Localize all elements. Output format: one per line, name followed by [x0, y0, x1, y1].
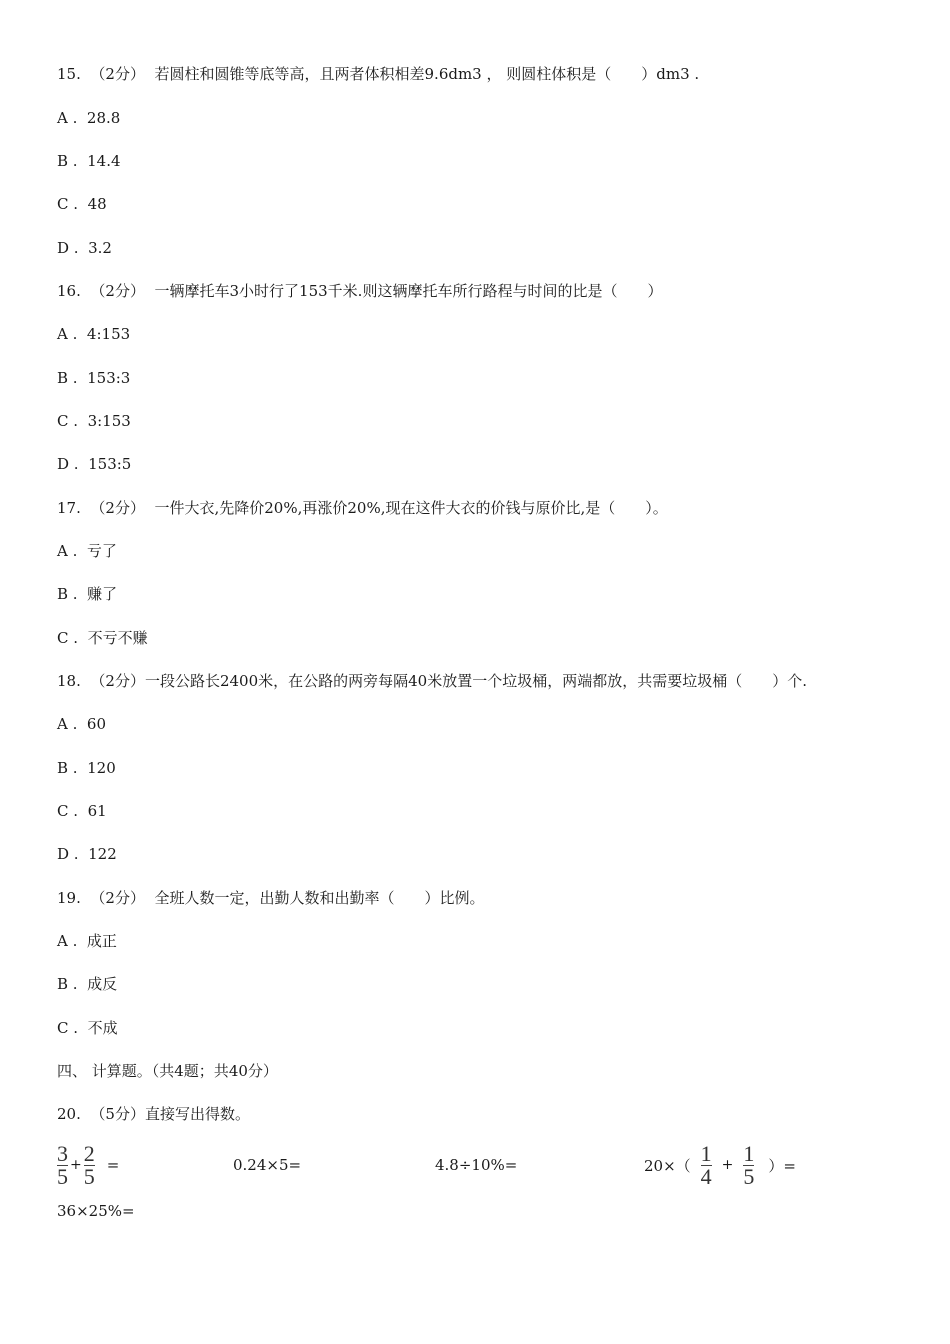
calc-row [57, 1140, 907, 1190]
option-19-c[interactable] [57, 1018, 118, 1038]
plus-sign: + [70, 1157, 82, 1173]
calc-expr-5: 36×25%= [57, 1202, 135, 1220]
option-18-c[interactable] [57, 801, 107, 821]
option-15-a[interactable] [57, 108, 120, 128]
calc-expr-2: 0.24×5= [233, 1156, 302, 1174]
question-text: 若圆柱和圆锥等底等高，且两者体积相差9.6dm3 ， 则圆柱体积是（ ）dm3 . [154, 65, 700, 83]
option-letter: D . [57, 239, 79, 257]
question-19 [57, 888, 485, 908]
fraction [700, 1140, 712, 1189]
numerator: 1 [700, 1140, 712, 1166]
denominator: 5 [57, 1163, 68, 1189]
option-18-d[interactable] [57, 844, 117, 864]
option-text: 不亏不赚 [87, 629, 148, 647]
expr-prefix: 20×（ [644, 1156, 691, 1175]
option-17-a[interactable] [57, 541, 117, 561]
question-text: 一段公路长2400米，在公路的两旁每隔40米放置一个垃圾桶，两端都放，共需要垃圾桶（ ）个. [144, 672, 807, 690]
option-15-d[interactable] [57, 238, 112, 258]
option-text: 153:5 [88, 455, 132, 473]
question-points: （5分） [90, 1105, 145, 1123]
question-points: （2分） [90, 282, 145, 300]
option-letter: A . [57, 715, 78, 733]
expr-suffix: ）= [768, 1156, 796, 1175]
denominator: 5 [743, 1163, 755, 1189]
option-text: 120 [87, 759, 116, 777]
question-text: 一件大衣,先降价20%,再涨价20%,现在这件大衣的价钱与原价比,是（ ）。 [154, 499, 668, 517]
option-letter: D . [57, 845, 79, 863]
option-16-b[interactable] [57, 368, 130, 388]
option-15-b[interactable] [57, 151, 121, 171]
option-letter: B . [57, 369, 78, 387]
option-text: 14.4 [87, 152, 121, 170]
option-text: 60 [86, 715, 107, 733]
option-letter: B . [57, 759, 78, 777]
option-16-c[interactable] [57, 411, 131, 431]
option-18-a[interactable] [57, 714, 106, 734]
question-text: 一辆摩托车3小时行了153千米.则这辆摩托车所行路程与时间的比是（ ） [154, 282, 663, 300]
question-points: （2分） [90, 672, 145, 690]
equals-sign: = [106, 1156, 120, 1174]
fraction [743, 1140, 755, 1189]
question-number: 18. [57, 672, 81, 690]
option-letter: B . [57, 975, 78, 993]
option-text: 赚了 [87, 585, 118, 603]
numerator: 3 [57, 1140, 68, 1166]
option-letter: C . [57, 1019, 79, 1037]
option-text: 122 [88, 845, 117, 863]
option-text: 61 [87, 802, 107, 820]
option-text: 不成 [87, 1019, 118, 1037]
option-19-a[interactable] [57, 931, 117, 951]
option-text: 153:3 [87, 369, 131, 387]
section-title: 四、 计算题。（共4题；共40分） [57, 1062, 278, 1080]
question-17 [57, 498, 668, 518]
denominator: 5 [83, 1163, 95, 1189]
option-17-b[interactable] [57, 584, 117, 604]
option-letter: A . [57, 325, 78, 343]
question-text: 直接写出得数。 [144, 1105, 250, 1123]
option-letter: B . [57, 585, 78, 603]
question-number: 16. [57, 282, 81, 300]
calc-expr-4 [644, 1140, 796, 1190]
denominator: 4 [700, 1163, 712, 1189]
option-letter: C . [57, 802, 79, 820]
option-text: 4:153 [86, 325, 131, 343]
option-letter: A . [57, 109, 78, 127]
question-points: （2分） [90, 499, 145, 517]
question-points: （2分） [90, 889, 145, 907]
option-text: 28.8 [86, 109, 121, 127]
option-text: 成反 [87, 975, 118, 993]
numerator: 2 [83, 1140, 95, 1166]
option-letter: D . [57, 455, 79, 473]
calc-expr-3: 4.8÷10%= [435, 1156, 518, 1174]
option-16-d[interactable] [57, 454, 131, 474]
question-number: 15. [57, 65, 81, 83]
option-letter: A . [57, 932, 78, 950]
question-15 [57, 64, 699, 84]
option-text: 成正 [86, 932, 117, 950]
option-18-b[interactable] [57, 758, 116, 778]
question-text: 全班人数一定，出勤人数和出勤率（ ）比例。 [154, 889, 485, 907]
option-16-a[interactable] [57, 324, 130, 344]
option-letter: A . [57, 542, 78, 560]
question-20 [57, 1104, 250, 1124]
question-number: 20. [57, 1105, 81, 1123]
option-17-c[interactable] [57, 628, 148, 648]
calc-expr-fraction-sum [57, 1140, 119, 1190]
option-text: 48 [87, 195, 107, 213]
option-text: 亏了 [86, 542, 117, 560]
option-letter: C . [57, 412, 79, 430]
option-letter: C . [57, 195, 79, 213]
fraction [83, 1140, 95, 1189]
question-number: 19. [57, 889, 81, 907]
fraction [57, 1140, 68, 1189]
option-letter: B . [57, 152, 78, 170]
question-16 [57, 281, 662, 301]
option-text: 3:153 [87, 412, 131, 430]
numerator: 1 [743, 1140, 755, 1166]
question-points: （2分） [90, 65, 145, 83]
option-text: 3.2 [88, 239, 112, 257]
question-18 [57, 671, 807, 691]
plus-sign: + [721, 1157, 734, 1173]
option-letter: C . [57, 629, 79, 647]
question-number: 17. [57, 499, 81, 517]
option-19-b[interactable] [57, 974, 117, 994]
option-15-c[interactable] [57, 194, 107, 214]
